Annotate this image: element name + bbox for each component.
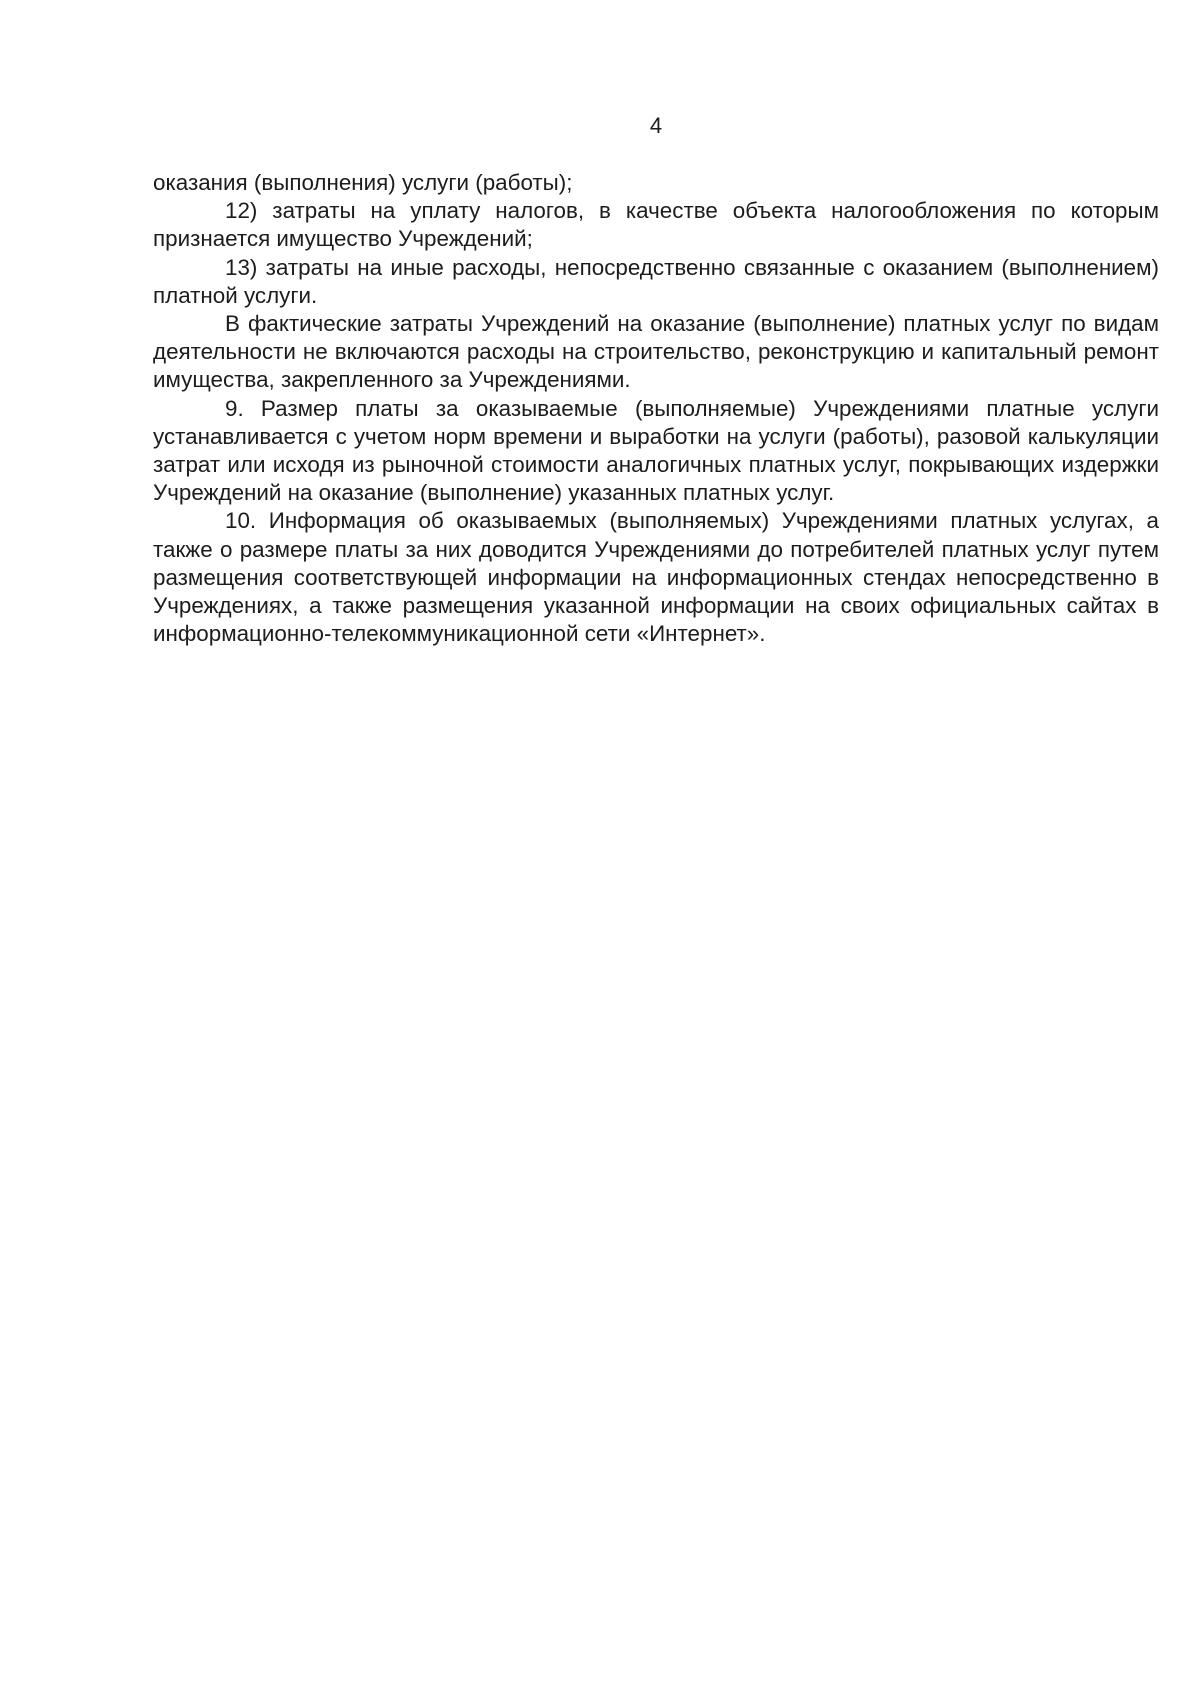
paragraph-item-13: 13) затраты на иные расходы, непосредственно связанные с оказанием (выполнением) платной услуги. — [153, 254, 1159, 308]
page-number: 4 — [649, 113, 663, 138]
document-body — [153, 169, 1159, 648]
paragraph-clause-9: 9. Размер платы за оказываемые (выполняемые) Учреждениями платные услуги устанавливается с учетом норм времени и выработки на услуги (работы), разовой калькуляции затрат или исходя из рыночной стоимости аналогичных платных услуг, покрывающих издержки Учреждений на оказание (выполнение) указанных платных услуг. — [153, 395, 1159, 506]
paragraph-clause-10: 10. Информация об оказываемых (выполняемых) Учреждениями платных услугах, а также о размере платы за них доводится Учреждениями до потребителей платных услуг путем размещения соответствующей информации на информационных стендах непосредственно в Учреждениях, а также размещения указанной информации на своих официальных сайтах в информационно-телекоммуникационной сети «Интернет». — [153, 508, 1159, 647]
paragraph-continuation: оказания (выполнения) услуги (работы); — [153, 170, 573, 195]
paragraph-item-12: 12) затраты на уплату налогов, в качестве объекта налогообложения по которым признается имущество Учреждений; — [153, 198, 1159, 252]
paragraph-actual-costs: В фактические затраты Учреждений на оказание (выполнение) платных услуг по видам деятельности не включаются расходы на строительство, реконструкцию и капитальный ремонт имущества, закрепленного за Учреждениями. — [153, 311, 1159, 393]
